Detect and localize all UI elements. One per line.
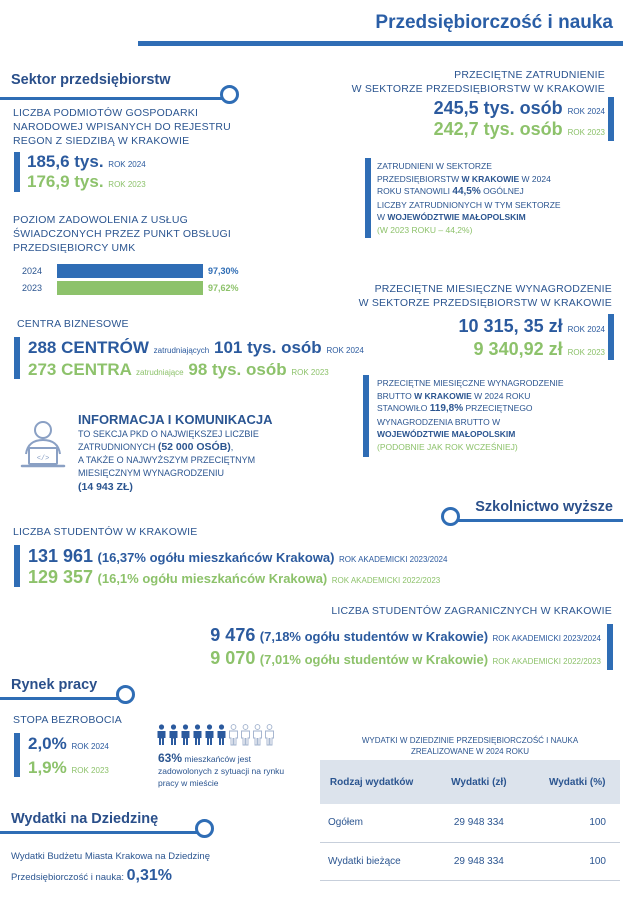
satisfaction-caption-line: POZIOM ZADOWOLENIA Z USŁUG [13, 214, 188, 226]
note-share: 44,5% [452, 186, 481, 197]
zatrudnienie-note-line: (W 2023 ROKU – 44,2%) [377, 224, 473, 235]
zatrudnienie-caption-line: W SEKTORZE PRZEDSIĘBIORSTW W KRAKOWIE [351, 83, 605, 95]
unemployment-2023 [28, 758, 109, 778]
info-salary: (14 943 ZŁ) [78, 481, 133, 493]
info-text: ZATRUDNIONYCH [78, 442, 158, 452]
section-title-szkolnictwo: Szkolnictwo wyższe [475, 499, 613, 515]
wynagrodzenie-2023 [474, 339, 605, 360]
table-cell: 29 948 334 [453, 817, 504, 829]
wynagrodzenie-2023-year: ROK 2023 [567, 348, 605, 357]
unemployment-bar [14, 733, 20, 777]
info-line [78, 441, 273, 454]
section-marker-sektor [220, 85, 239, 104]
wydatki-text-1: Wydatki Budżetu Miasta Krakowa na Dziedzinę [11, 851, 210, 862]
students-2024-share: (16,37% ogółu mieszkańców Krakowa) [97, 550, 335, 565]
section-rule-szkolnictwo [450, 519, 623, 522]
satisfied-text: mieszkańców jest [182, 754, 251, 764]
wynagrodzenie-note-bar [363, 375, 369, 457]
table-header-row [320, 760, 620, 804]
note-text: STANOWIŁO [377, 403, 430, 413]
regon-2024 [27, 152, 146, 172]
unemployment-2024 [28, 734, 109, 754]
regon-2024-value: 185,6 tys. [27, 152, 104, 171]
students-2023-year: ROK AKADEMICKI 2022/2023 [331, 576, 441, 585]
zatrudnienie-note-line: LICZBY ZATRUDNIONYCH W TYM SEKTORZE [377, 199, 561, 210]
table-header-cell: Rodzaj wydatków [329, 776, 414, 788]
centra-2024-employees: 101 tys. osób [213, 338, 322, 357]
note-text: BRUTTO [377, 390, 415, 401]
zatrudnienie-caption [352, 68, 605, 96]
zatrudnienie-2023-value: 242,7 tys. osób [433, 119, 563, 139]
satisfaction-caption [13, 213, 231, 255]
centra-2023-employees: 98 tys. osób [188, 360, 287, 379]
satisfaction-2023-value: 97,62% [208, 283, 239, 293]
regon-2023 [27, 172, 146, 192]
unemployment-2024-value: 2,0% [28, 734, 67, 753]
table-cell: 100 [589, 817, 606, 829]
table-header-cell: Wydatki (%) [548, 776, 606, 788]
note-text: W 2024 ROKU [471, 390, 531, 401]
note-text: W 2024 [519, 173, 551, 184]
regon-2023-year: ROK 2023 [108, 180, 146, 189]
note-city: W KRAKOWIE [461, 173, 520, 184]
centra-caption: CENTRA BIZNESOWE [17, 318, 129, 330]
table-caption-line: WYDATKI W DZIEDZINIE PRZEDSIĘBIORCZOŚĆ I NAUKA [361, 736, 579, 745]
centra-2024-count: 288 CENTRÓW [28, 338, 149, 357]
note-text: W [377, 212, 388, 222]
zatrudnienie-caption-line: PRZECIĘTNE ZATRUDNIENIE [454, 69, 605, 81]
satisfaction-note-line: zadowolonych z sytuacji na rynku [158, 766, 285, 776]
section-marker-rynek [116, 685, 135, 704]
wydatki-table-caption [320, 735, 620, 757]
section-marker-szkolnictwo [441, 507, 460, 526]
section-rule-sektor [0, 97, 222, 100]
centra-2023-mid: zatrudniające [136, 368, 184, 377]
foreign-2024-share: (7,18% ogółu studentów w Krakowie) [259, 629, 489, 644]
wynagrodzenie-caption-line: W SEKTORZE PRZEDSIĘBIORSTW W KRAKOWIE [358, 297, 612, 309]
zatrudnienie-2023 [434, 119, 605, 140]
table-cell: Wydatki bieżące [328, 855, 401, 867]
wynagrodzenie-note-line [377, 402, 564, 416]
centra-bar [14, 337, 20, 379]
centra-2023-count: 273 CENTRA [28, 360, 132, 379]
satisfaction-2024-value: 97,30% [208, 266, 239, 276]
zatrudnienie-2024-value: 245,5 tys. osób [433, 98, 563, 118]
wynagrodzenie-caption [359, 282, 612, 310]
svg-text:</>: </> [36, 455, 50, 463]
foreign-2023-share: (7,01% ogółu studentów w Krakowie) [259, 652, 489, 667]
zatrudnienie-note-line [377, 173, 561, 186]
wynagrodzenie-2024-year: ROK 2024 [567, 325, 605, 334]
wynagrodzenie-note-line [377, 390, 564, 403]
table-row [320, 804, 620, 842]
note-text: PRZEDSIĘBIORSTW [377, 173, 462, 184]
info-employment: (52 000 OSÓB) [157, 441, 231, 453]
unemployment-2023-year: ROK 2023 [71, 766, 109, 775]
person-filled-icon [204, 724, 215, 746]
wydatki-table [320, 760, 620, 881]
table-cell: 29 948 334 [453, 855, 504, 867]
wynagrodzenie-note [377, 377, 564, 453]
foreign-2023 [210, 648, 601, 669]
note-text: PRZECIĘTNEGO [463, 403, 533, 413]
laptop-person-icon [20, 420, 66, 475]
person-filled-icon [168, 724, 179, 746]
note-text: OGÓLNEJ [480, 186, 524, 196]
info-title: INFORMACJA I KOMUNIKACJA [78, 412, 273, 427]
info-line: MIESIĘCZNYM WYNAGRODZENIU [78, 468, 225, 478]
person-outline-icon [228, 724, 239, 746]
section-title-sektor: Sektor przedsiębiorstw [11, 72, 171, 88]
satisfaction-note-line [158, 752, 284, 765]
zatrudnienie-note-bar [365, 158, 371, 238]
foreign-2024-value: 9 476 [210, 625, 256, 645]
note-share: 119,8% [429, 403, 464, 414]
wynagrodzenie-note-line: WOJEWÓDZTWIE MAŁOPOLSKIM [377, 429, 516, 439]
zatrudnienie-note [377, 160, 561, 236]
info-text: , [230, 442, 234, 452]
centra-2024 [28, 338, 364, 358]
students-2023-share: (16,1% ogółu mieszkańców Krakowa) [97, 571, 328, 586]
person-outline-icon [240, 724, 251, 746]
wynagrodzenie-note-line: PRZECIĘTNE MIESIĘCZNE WYNAGRODZENIE [377, 378, 564, 388]
zatrudnienie-2023-year: ROK 2023 [567, 128, 605, 137]
students-caption: LICZBA STUDENTÓW W KRAKOWIE [13, 526, 198, 538]
regon-caption-line: REGON Z SIEDZIBĄ W KRAKOWIE [13, 135, 190, 147]
section-title-rynek: Rynek pracy [11, 677, 98, 693]
unemployment-2023-value: 1,9% [28, 758, 67, 777]
wydatki-text: Przedsiębiorczość i nauka: [11, 872, 127, 883]
person-filled-icon [192, 724, 203, 746]
regon-caption [13, 106, 231, 148]
note-city: W KRAKOWIE [414, 390, 472, 401]
students-bar [14, 545, 20, 587]
person-outline-icon [252, 724, 263, 746]
students-2024-value: 131 961 [28, 546, 94, 566]
students-2024-year: ROK AKADEMICKI 2023/2024 [338, 555, 448, 564]
foreign-2024 [210, 625, 601, 646]
satisfaction-caption-line: PRZEDSIĘBIORCY UMK [13, 242, 136, 254]
centra-2024-mid: zatrudniających [153, 346, 210, 355]
foreign-2023-value: 9 070 [210, 648, 256, 668]
foreign-2023-year: ROK AKADEMICKI 2022/2023 [492, 657, 601, 666]
zatrudnienie-2024-year: ROK 2024 [567, 107, 605, 116]
wydatki-share: 0,31% [126, 867, 173, 884]
people-icons [156, 724, 276, 748]
satisfaction-2023-label: 2023 [22, 283, 43, 293]
section-title-wydatki: Wydatki na Dziedzinę [11, 811, 159, 827]
wynagrodzenie-note-line: (PODOBNIE JAK ROK WCZEŚNIEJ) [377, 441, 518, 452]
section-rule-wydatki [0, 831, 198, 834]
person-outline-icon [264, 724, 275, 746]
wynagrodzenie-2024-value: 10 315, 35 zł [458, 316, 563, 336]
foreign-bar [607, 624, 613, 670]
satisfied-pct: 63% [158, 751, 183, 765]
wynagrodzenie-note-line: WYNAGRODZENIA BRUTTO W [377, 416, 501, 427]
satisfaction-2024-bar [57, 264, 203, 278]
person-filled-icon [180, 724, 191, 746]
table-caption-line: ZREALIZOWANE W 2024 ROKU [411, 747, 529, 756]
table-row [320, 842, 620, 880]
students-2023 [28, 567, 440, 588]
zatrudnienie-bar [608, 97, 614, 141]
centra-2023 [28, 360, 329, 380]
table-cell: 100 [589, 855, 606, 867]
unemployment-caption: STOPA BEZROBOCIA [13, 714, 123, 726]
students-2023-value: 129 357 [28, 567, 94, 587]
info-line: A TAKŻE O NAJWYŻSZYM PRZECIĘTNYM [78, 455, 256, 465]
zatrudnienie-2024 [434, 98, 605, 119]
wynagrodzenie-2023-value: 9 340,92 zł [473, 339, 563, 359]
wynagrodzenie-caption-line: PRZECIĘTNE MIESIĘCZNE WYNAGRODZENIE [374, 283, 612, 295]
regon-caption-line: LICZBA PODMIOTÓW GOSPODARKI [13, 107, 199, 119]
table-cell: Ogółem [328, 817, 364, 829]
regon-2023-value: 176,9 tys. [27, 172, 104, 191]
satisfaction-2024-label: 2024 [22, 266, 43, 276]
foreign-2024-year: ROK AKADEMICKI 2023/2024 [492, 634, 601, 643]
header-rule [138, 41, 623, 46]
note-region: WOJEWÓDZTWIE MAŁOPOLSKIM [387, 212, 526, 222]
regon-caption-line: NARODOWEJ WPISANYCH DO REJESTRU [13, 121, 231, 133]
note-text: ROKU STANOWILI [377, 186, 453, 196]
foreign-caption: LICZBA STUDENTÓW ZAGRANICZNYCH W KRAKOWIE [331, 605, 612, 617]
centra-2024-year: ROK 2024 [326, 346, 364, 355]
unemployment-2024-year: ROK 2024 [71, 742, 109, 751]
satisfaction-2023-bar [57, 281, 203, 295]
person-filled-icon [216, 724, 227, 746]
person-filled-icon [156, 724, 167, 746]
zatrudnienie-note-line [377, 185, 561, 199]
wynagrodzenie-bar [608, 314, 614, 360]
centra-2023-year: ROK 2023 [291, 368, 329, 377]
satisfaction-note [158, 752, 284, 789]
wydatki-text-2 [11, 867, 172, 885]
satisfaction-caption-line: ŚWIADCZONYCH PRZEZ PUNKT OBSŁUGI [13, 228, 231, 240]
info-line: TO SEKCJA PKD O NAJWIĘKSZEJ LICZBIE [78, 429, 259, 439]
page-title: Przedsiębiorczość i nauka [375, 12, 613, 33]
students-2024 [28, 546, 447, 567]
zatrudnienie-note-line: ZATRUDNIENI W SEKTORZE [377, 161, 492, 171]
section-rule-rynek [0, 697, 120, 700]
zatrudnienie-note-line [377, 211, 561, 224]
satisfaction-note-line: pracy w mieście [158, 778, 219, 788]
table-header-cell: Wydatki (zł) [451, 776, 507, 788]
section-marker-wydatki [195, 819, 214, 838]
regon-bar [14, 152, 20, 192]
regon-2024-year: ROK 2024 [108, 160, 146, 169]
info-block [78, 412, 273, 494]
wynagrodzenie-2024 [459, 316, 605, 337]
